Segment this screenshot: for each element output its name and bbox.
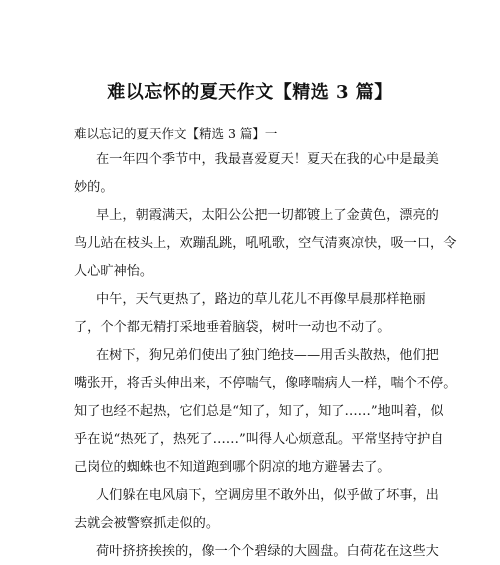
paragraph-line: 妙的。 xyxy=(74,180,114,195)
paragraph-line: 早上，朝霞满天，太阳公公把一切都镀上了金黄色，漂亮的 xyxy=(96,208,439,223)
paragraph-line: 乎在说“热死了，热死了……”叫得人心烦意乱。平常坚持守护自 xyxy=(74,432,444,447)
paragraph-line: 人心旷神怡。 xyxy=(74,264,154,279)
paragraph-line: 嘴张开，将舌头伸出来，不停喘气，像哮喘病人一样，喘个不停。 xyxy=(74,376,457,391)
paragraph-line: 去就会被警察抓走似的。 xyxy=(74,516,220,531)
paragraph-line: 在一年四个季节中，我最喜爱夏天！夏天在我的心中是最美 xyxy=(96,152,439,167)
paragraph-line: 知了也经不起热，它们总是“知了，知了，知了……”地叫着，似 xyxy=(74,404,444,419)
paragraph-line: 荷叶挤挤挨挨的，像一个个碧绿的大圆盘。白荷花在这些大 xyxy=(96,544,439,559)
paragraph-line: 己岗位的蜘蛛也不知道跑到哪个阴凉的地方避暑去了。 xyxy=(74,460,391,475)
paragraph-line: 中午，天气更热了，路边的草儿花儿不再像早晨那样艳丽 xyxy=(96,292,426,307)
paragraph-line: 在树下，狗兄弟们使出了独门绝技——用舌头散热，他们把 xyxy=(96,348,439,363)
document-title: 难以忘怀的夏天作文【精选 3 篇】 xyxy=(107,82,393,103)
paragraph-line: 鸟儿站在枝头上，欢蹦乱跳，吼吼歌，空气清爽凉快，吸一口，令 xyxy=(74,236,457,251)
paragraph-line: 人们躲在电风扇下，空调房里不敢外出，似乎做了坏事，出 xyxy=(96,488,439,503)
paragraph-line: 了，个个都无精打采地垂着脑袋，树叶一动也不动了。 xyxy=(74,320,391,335)
section-heading: 难以忘记的夏天作文【精选 3 篇】一 xyxy=(74,126,278,141)
